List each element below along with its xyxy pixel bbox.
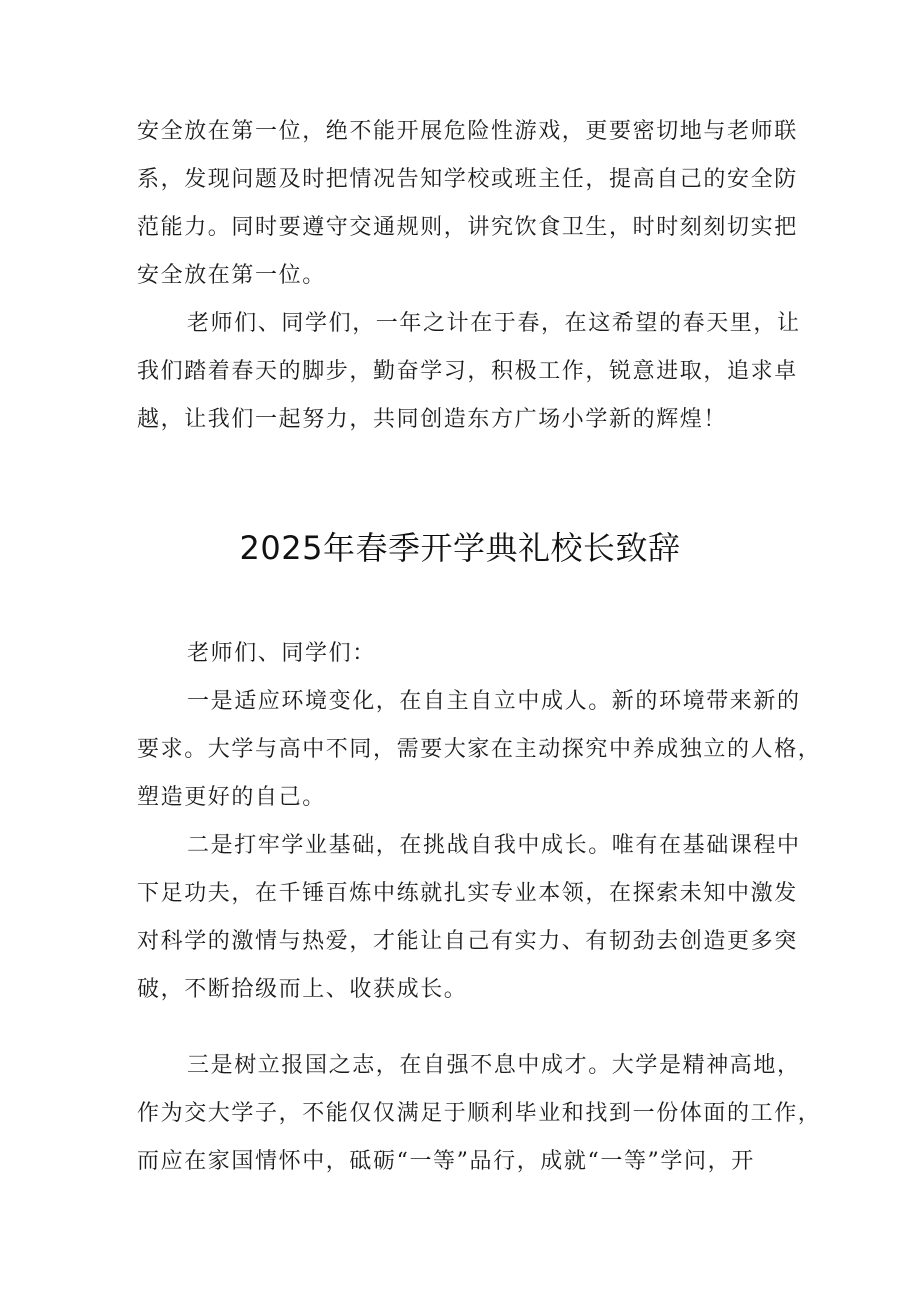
body-text-line: 塑造更好的自己。 bbox=[137, 785, 326, 810]
body-text-line: 而应在家国情怀中，砥砺“一等”品行，成就“一等”学问，开 bbox=[137, 1149, 755, 1174]
body-text-line: 安全放在第一位。 bbox=[137, 263, 326, 288]
paragraph-first-line: 三是树立报国之志，在自强不息中成才。大学是精神高地， bbox=[187, 1053, 801, 1078]
salutation: 老师们、同学们： bbox=[187, 641, 376, 666]
body-text-line: 破，不断拾级而上、收获成长。 bbox=[137, 977, 468, 1002]
paragraph-first-line: 老师们、同学们，一年之计在于春，在这希望的春天里，让 bbox=[187, 311, 801, 336]
body-text-line: 越，让我们一起努力，共同创造东方广场小学新的辉煌！ bbox=[137, 407, 728, 432]
body-text-line: 对科学的激情与热爱，才能让自己有实力、有韧劲去创造更多突 bbox=[137, 929, 798, 954]
body-text-line: 范能力。同时要遵守交通规则，讲究饮食卫生，时时刻刻切实把 bbox=[137, 215, 798, 240]
body-text-line: 系，发现问题及时把情况告知学校或班主任，提高自己的安全防 bbox=[137, 167, 798, 192]
body-text-line: 我们踏着春天的脚步，勤奋学习，积极工作，锐意进取，追求卓 bbox=[137, 359, 798, 384]
paragraph-first-line: 一是适应环境变化，在自主自立中成人。新的环境带来新的 bbox=[187, 689, 801, 714]
body-text-line: 要求。大学与高中不同，需要大家在主动探究中养成独立的人格， bbox=[137, 737, 822, 762]
document-title: 2025年春季开学典礼校长致辞 bbox=[239, 529, 681, 567]
body-text-line: 作为交大学子，不能仅仅满足于顺利毕业和找到一份体面的工作， bbox=[137, 1101, 822, 1126]
body-text-line: 下足功夫，在千锤百炼中练就扎实专业本领，在探索未知中激发 bbox=[137, 881, 798, 906]
paragraph-first-line: 二是打牢学业基础，在挑战自我中成长。唯有在基础课程中 bbox=[187, 833, 801, 858]
body-text-line: 安全放在第一位，绝不能开展危险性游戏，更要密切地与老师联 bbox=[137, 119, 798, 144]
